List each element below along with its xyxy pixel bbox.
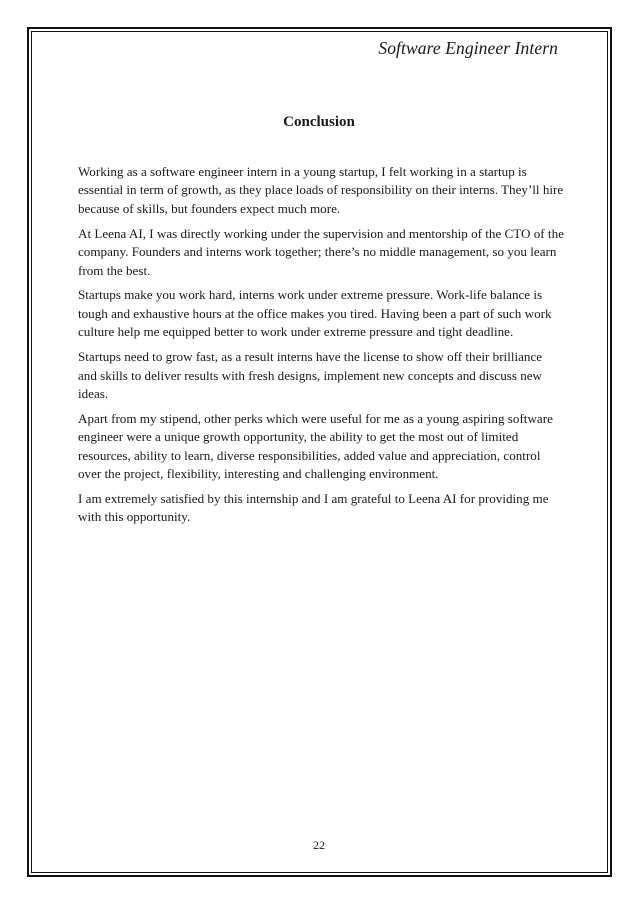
paragraph-2: At Leena AI, I was directly working under the supervision and mentorship of the CTO of the company. Founders and interns work together; there’s no middle management, so you learn from the best. bbox=[78, 225, 564, 278]
paragraph-1: Working as a software engineer intern in a young startup, I felt working in a startup is essential in term of growth, as they place loads of responsibility on their interns. They’ll hire because of skills, but founders expect much more. bbox=[78, 164, 564, 216]
page-number: 22 bbox=[313, 838, 325, 852]
paragraph-3: Startups make you work hard, interns work under extreme pressure. Work-life balance is tough and exhaustive hours at the office makes you tired. Having been a part of such work culture help me equipped better to work under extreme pressure and tight deadline. bbox=[78, 287, 552, 340]
section-heading: Conclusion bbox=[283, 114, 355, 130]
paragraph-5: Apart from my stipend, other perks which were useful for me as a young aspiring software engineer were a unique growth opportunity, the ability to get the most out of limited resources, ability to learn, diverse responsibilities, added value and appreciation, control over the project, flexibility, interesting and challenging environment. bbox=[78, 410, 553, 482]
paragraph-4: Startups need to grow fast, as a result interns have the license to show off their brilliance and skills to deliver results with fresh designs, implement new concepts and discuss new ideas. bbox=[78, 349, 543, 401]
running-header-title: Software Engineer Intern bbox=[378, 38, 558, 58]
body-text bbox=[78, 163, 564, 533]
paragraph-6: I am extremely satisfied by this internship and I am grateful to Leena AI for providing me with this opportunity. bbox=[78, 491, 549, 525]
